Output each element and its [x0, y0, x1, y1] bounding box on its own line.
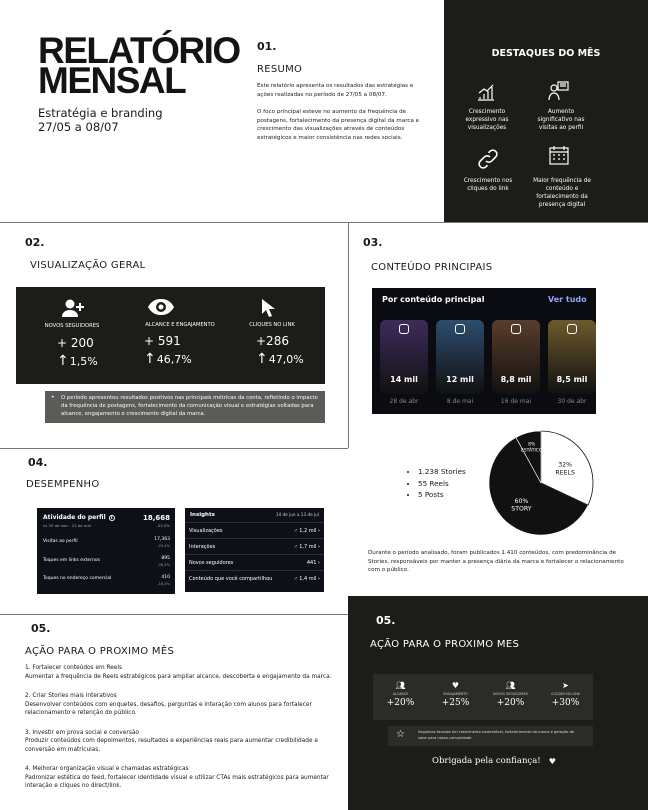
section-number: 02. — [25, 236, 45, 249]
section-title: CONTEÚDO PRINCIPAIS — [371, 262, 493, 273]
divider — [0, 222, 648, 223]
activity-row-value: 410 — [161, 575, 170, 580]
see-all-link[interactable]: Ver tudo — [548, 295, 587, 304]
reel-icon — [455, 324, 465, 334]
arrow-up-icon: ↑ — [57, 353, 69, 369]
thumbnail-date: 28 de abr — [389, 398, 419, 405]
report-subtitle: Estratégia e branding 27/05 a 08/07 — [38, 106, 163, 134]
thumbnail-views: 14 mil — [390, 375, 418, 384]
highlight-label: Aumento significativo nas visitas ao perfil — [537, 109, 585, 131]
activity-row-change: -22,4% — [157, 544, 170, 548]
metric-label: ALCANCE E ENGAJAMENTO — [145, 322, 215, 328]
arrow-up-icon: ↑ — [256, 351, 268, 367]
pie-percent-label: 32% — [558, 461, 573, 469]
list-item: • 1.238 Stories — [418, 466, 466, 478]
growth-chart-icon — [476, 82, 496, 102]
goal-metric: ➤ CLIQUES NO LINK +30% — [538, 681, 593, 708]
content-description: Durante o período analisado, foram publicados 1.410 conteúdos, com predominância de Stories, responsáveis por manter a presença diária da marca e fortalecer o relacionamento com o público. — [368, 550, 624, 573]
section-number: 05. — [376, 614, 396, 627]
metrics-note: • O período apresentou resultados positivos nas principais métricas da conta, refletindo o impacto da frequência de postagens, fortalecimento da comunicação visual e estratégias voltadas para alcance, engajamento e crescimento digital da marca. — [45, 391, 325, 423]
divider — [0, 614, 348, 615]
section-number: 05. — [31, 622, 51, 635]
action-item: 3. Investir em prova social e conversão Produzir conteúdos com depoimentos, resultados e experiências reais para aumentar credibilidade e conversão em matrículas. — [25, 729, 318, 753]
chevron-right-icon: › — [318, 527, 320, 534]
metric-value: + 591 — [144, 334, 181, 348]
reel-icon — [511, 324, 521, 334]
highlight-label: Crescimento nos cliques do link — [463, 178, 513, 192]
activity-range: vs 30 de mar - 21 de mai — [43, 523, 91, 528]
content-thumbnail[interactable] — [548, 320, 596, 394]
panel-title: Por conteúdo principal — [382, 295, 485, 304]
heart-icon: ♥ — [548, 756, 556, 766]
content-pie-chart — [486, 428, 596, 538]
pie-percent-label: 8% — [528, 442, 536, 448]
action-dark-panel — [348, 596, 648, 810]
goal-metric: 👥︎ NOVOS SEGUIDORES +20% — [483, 681, 538, 708]
resumo-text: Este relatório apresenta os resultados das estratégias e ações realizadas no período de 27/05 a 08/07. O foco principal esteve no aumento da frequência de postagens, fortalecimento da presença digital da marca e crescimento das visualizações através de conteúdos estratégicos e maior consistência nas redes sociais. — [257, 83, 420, 141]
chevron-right-icon: › — [318, 543, 320, 550]
thumbnail-views: 8,8 mil — [500, 375, 532, 384]
pie-percent-label: 60% — [514, 497, 529, 505]
followers-icon: 👥︎ — [505, 681, 516, 690]
highlight-label: Maior frequência de conteúdo e fortalecimento da presença digital — [533, 178, 591, 208]
cursor-icon: ➤ — [562, 681, 569, 690]
divider — [0, 448, 348, 449]
thumbnail-date: 16 de mai — [500, 398, 532, 405]
content-list — [408, 466, 466, 501]
reel-icon — [399, 324, 409, 334]
eye-icon — [147, 298, 175, 316]
trend-up-icon: ↗ — [293, 575, 298, 582]
thumbnail-views: 8,5 mil — [556, 375, 588, 384]
store-icon — [548, 80, 570, 102]
goal-metrics — [373, 674, 593, 720]
section-number: 03. — [363, 236, 383, 249]
section-title: DESEMPENHO — [26, 479, 100, 490]
activity-total-change: -22,5% — [156, 523, 170, 528]
link-icon — [476, 147, 500, 171]
divider — [348, 222, 349, 448]
section-title: AÇÃO PARA O PROXIMO MÊS — [25, 646, 175, 657]
action-item: 1. Fortalecer conteúdos em Reels Aumentar a frequência de Reels estratégicos para ampliar alcance, descoberta e engajamento da marca. — [25, 665, 332, 680]
goal-metric: ♥ ENGAJAMENTO +25% — [428, 681, 483, 708]
report-title: RELATÓRIO MENSAL — [38, 30, 240, 101]
heart-icon: ♥ — [451, 681, 460, 690]
insight-row[interactable]: Interações ↗ 1,7 mil › — [185, 538, 324, 554]
section-title: RESUMO — [257, 64, 303, 75]
section-title: AÇÃO PARA O PROXIMO MES — [370, 639, 520, 650]
thumbnail-views: 12 mil — [446, 375, 474, 384]
bullet: • — [51, 394, 55, 401]
insights-range: 14 de jun a 13 de jul — [275, 512, 319, 517]
content-thumbnail[interactable] — [492, 320, 540, 394]
star-icon: ☆ — [396, 729, 405, 740]
reel-icon — [567, 324, 577, 334]
section-number: 01. — [257, 40, 277, 53]
pie-category-label: REELS — [555, 469, 575, 477]
section-title: VISUALIZAÇÃO GERAL — [30, 260, 146, 271]
pie-category-label: ESTÁTICO — [520, 448, 543, 454]
activity-row-label: Visitas ao perfil — [43, 539, 78, 544]
highlights-panel — [444, 0, 648, 222]
pie-category-label: STORY — [511, 505, 532, 513]
highlights-title: DESTAQUES DO MÊS — [491, 48, 601, 59]
list-item: • 55 Reels — [418, 478, 466, 490]
calendar-icon — [548, 144, 570, 166]
highlight-label: Crescimento expressivo nas visualizações — [465, 109, 509, 131]
insights-rows — [185, 522, 324, 586]
activity-row-change: -26,3% — [157, 563, 170, 567]
action-list — [25, 664, 343, 791]
info-icon: i — [109, 515, 115, 521]
cursor-icon — [261, 298, 277, 318]
activity-total: 18,668 — [142, 514, 170, 522]
people-icon: 👥︎ — [395, 681, 406, 690]
insight-row[interactable]: Novos seguidores 441 › — [185, 554, 324, 570]
chevron-right-icon: › — [318, 559, 320, 566]
list-item: • 5 Posts — [418, 489, 466, 501]
thumbnail-date: 30 de abr — [557, 398, 587, 405]
insights-title: Insights — [190, 512, 215, 518]
metric-change: ↑ 1,5% — [57, 353, 98, 369]
profile-activity-card — [37, 508, 175, 594]
activity-row-label: Toques no endereço comercial — [43, 576, 112, 581]
activity-row-value: 17,363 — [154, 537, 170, 542]
metric-value: +286 — [256, 334, 289, 348]
metric-change: ↑ 47,0% — [256, 351, 304, 367]
goal-metric: 👥︎ ALCANCE +20% — [373, 681, 428, 708]
insight-row[interactable]: Conteúdo que você compartilhou ↗ 1,4 mil › — [185, 570, 324, 586]
metric-label: NOVOS SEGUIDORES — [44, 323, 100, 329]
activity-row-label: Toques em links externos — [43, 558, 100, 563]
action-item: 4. Melhorar organização visual e chamadas estratégicas Padronizar estética do feed, fortalecer identidade visual e utilizar CTAs mais estratégicos para aumentar interação e cliques no direct/link. — [25, 766, 329, 789]
trend-up-icon: ↗ — [293, 543, 298, 550]
content-thumbnail[interactable] — [380, 320, 428, 394]
metric-change: ↑ 46,7% — [144, 351, 192, 367]
activity-row-value: 895 — [161, 556, 170, 561]
trend-up-icon: ↗ — [293, 527, 298, 534]
metric-label: CLIQUES NO LINK — [249, 322, 295, 328]
commitment-note: ☆ Seguimos focados em crescimento sustentável, fortalecimento da marca e geração de valor para nossa comunidade. — [388, 726, 593, 746]
content-panel — [372, 288, 596, 414]
metric-value: + 200 — [57, 336, 94, 350]
add-user-icon — [61, 299, 85, 317]
insights-card — [185, 508, 324, 592]
insight-row[interactable]: Visualizações ↗ 1,2 mil › — [185, 522, 324, 538]
thumbnail-date: 8 de mai — [446, 398, 474, 405]
activity-row-change: -16,5% — [157, 582, 170, 586]
content-thumbnail[interactable] — [436, 320, 484, 394]
action-item: 2. Criar Stories mais interativos Desenvolver conteúdos com enquetes, desafios, perguntas e interação com alunos para fortalecer relacionamento e retenção do público. — [25, 693, 312, 716]
section-number: 04. — [28, 456, 48, 469]
card-title: Atividade do perfil i — [43, 514, 115, 521]
chevron-right-icon: › — [318, 575, 320, 582]
arrow-up-icon: ↑ — [144, 351, 156, 367]
thanks-message: Obrigada pela confiança! ♥ — [432, 756, 556, 766]
